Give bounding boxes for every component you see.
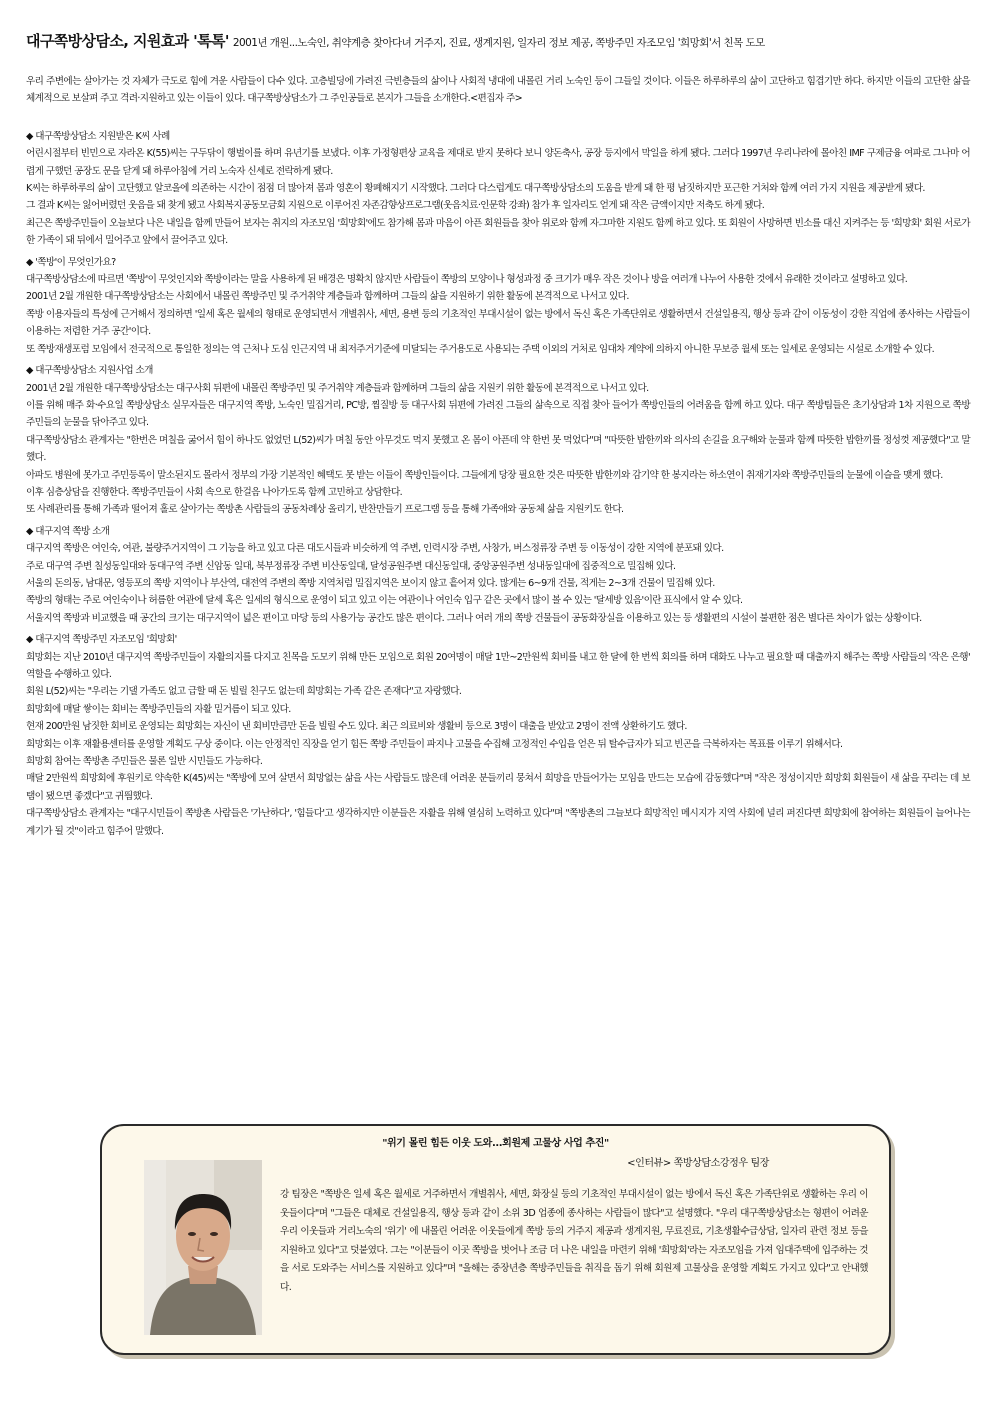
body-paragraph: 최근은 쪽방주민들이 오늘보다 나은 내일을 함께 만들어 보자는 취지의 자조모임 '희망회'에도 참가해 몸과 마음이 아픈 회원들을 찾아 위로와 함께 자그마한 지원도 함께 하고 있다. 또 회원이 사망하면 빈소를 대신 지켜주는 등 '희망회' 회원 서로가 한 가족이 돼 뒤에서 밀어주고 앞에서 끌어주고 있다. bbox=[26, 217, 970, 247]
body-paragraph: 매달 2만원씩 희망회에 후원키로 약속한 K(45)씨는 "쪽방에 모여 살면서 희망없는 삶을 사는 사람들도 많은데 어려운 분들끼리 뭉쳐서 희망을 만들어가는 모임을 만드는 모습에 감동했다"며 "작은 정성이지만 희망회 회원들이 새 삶을 꾸리는 데 보탬이 됐으면 좋겠다"고 귀띔했다. bbox=[26, 773, 970, 802]
body-paragraph: 희망회는 지난 2010년 대구지역 쪽방주민들이 자활의지를 다지고 친목을 도모키 위해 만든 모임으로 회원 20여명이 매달 1만~2만원씩 회비를 내고 한 달에 한 번씩 회의를 하며 대화도 나누고 필요할 때 대출까지 해주는 쪽방 사람들의 '작은 은행' 역할을 수행하고 있다. bbox=[26, 651, 970, 680]
body-paragraph: 회원 L(52)씨는 "우리는 기댈 가족도 없고 급할 때 돈 빌릴 친구도 없는데 희망회는 가족 같은 존재다"고 자랑했다. bbox=[26, 686, 462, 698]
body-paragraph: 이를 위해 매주 화·수요일 쪽방상담소 실무자들은 대구지역 쪽방, 노숙인 밀집거리, PC방, 찜질방 등 대구사회 뒤편에 가려진 그들의 삶속으로 직접 찾아 들어가 쪽방인들의 어려움을 함께 하고 있다. 대구 쪽방팀들은 초기상담과 1차 지원으로 쪽방주민들의 눈물을 닦아주고 있다. bbox=[26, 399, 970, 429]
body-paragraph: 2001년 2월 개원한 대구쪽방상담소는 사회에서 내몰린 쪽방주민 및 주거취약 계층들과 함께하며 그들의 삶을 지원하기 위한 활동에 본격적으로 나서고 있다. bbox=[26, 291, 629, 303]
body-paragraph: 어린시절부터 빈민으로 자라온 K(55)씨는 구두닦이 행벌이를 하며 유년기를 보냈다. 이후 가정형편상 교육을 제대로 받지 못하다 보니 양돈축사, 공장 등지에서 막일을 하게 됐다. 그러다 1997년 우리나라에 몰아친 IMF 구제금융 여파로 그나마 어렵게 구했던 공장도 문을 닫게 돼 하루아침에 거리 노숙자 신세로 전락하게 됐다. bbox=[26, 148, 970, 177]
body-paragraph: 주로 대구역 주변 칠성동일대와 동대구역 주변 신암동 일대, 북부정류장 주변 비산동일대, 달성공원주변 대신동일대, 중앙공원주변 성내동일대에 집중적으로 밀집해 있다. bbox=[26, 560, 676, 572]
section-heading: ◆ 대구지역 쪽방 소개 bbox=[26, 525, 110, 537]
headline-main: 대구쪽방상담소, 지원효과 '톡톡' bbox=[26, 32, 229, 50]
body-paragraph: 아파도 병원에 못가고 주민등록이 말소된지도 몰라서 정부의 가장 기본적인 혜택도 못 받는 이들이 쪽방인들이다. 그들에게 당장 필요한 것은 따뜻한 밥한끼와 감기약 한 봉지라는 하소연이 취재기자와 쪽방주민들의 눈물에 이슬을 맺게 했다. bbox=[26, 469, 943, 481]
body-paragraph: 그 결과 K씨는 잃어버렸던 웃음을 돼 찾게 됐고 사회복지공동모금회 지원으로 이루어진 자존감향상프로그램(웃음치료·인문학 강좌) 참가 후 일자리도 얻게 돼 작은 금액이지만 저축도 하게 됐다. bbox=[26, 200, 765, 212]
interview-title: "위기 몰린 힘든 이웃 도와...회원제 고물상 사업 추진" bbox=[382, 1138, 609, 1149]
section-k-case bbox=[26, 128, 970, 250]
body-paragraph: 대구쪽방상담소에 따르면 '쪽방'이 무엇인지와 쪽방이라는 말을 사용하게 된 배경은 명확치 않지만 사람들이 쪽방의 모양이나 형성과정 중 크기가 매우 작은 것이나 방을 여러개 나누어 사용한 것에서 유래한 것이라고 설명하고 있다. bbox=[26, 274, 908, 286]
section-support-programs bbox=[26, 362, 970, 519]
section-heading: ◆ '쪽방'이 무엇인가요? bbox=[26, 256, 116, 268]
body-paragraph: K씨는 하루하루의 삶이 고단했고 알코올에 의존하는 시간이 점점 더 많아져 몸과 영혼이 황폐해지기 시작했다. 그러다 다스럽게도 대구쪽방상담소의 도움을 받게 돼 한 평 남짓하지만 포근한 거처와 함께 여러 가지 지원을 제공받게 됐다. bbox=[26, 183, 925, 195]
body-paragraph: 서울의 돈의동, 남대문, 영등포의 쪽방 지역이나 부산역, 대전역 주변의 쪽방 지역처럼 밀집지역은 보이지 않고 흩어져 있다. 많게는 6~9개 건물, 적게는 2~3개 건물이 밀집해 있다. bbox=[26, 577, 715, 589]
body-paragraph: 희망회 참여는 쪽방촌 주민들은 물론 일반 시민들도 가능하다. bbox=[26, 756, 263, 768]
section-heading: ◆ 대구쪽방상담소 지원받은 K씨 사례 bbox=[26, 130, 170, 142]
body-paragraph: 이후 심층상담을 진행한다. 쪽방주민들이 사회 속으로 한걸음 나아가도록 함께 고민하고 상담한다. bbox=[26, 486, 403, 498]
body-paragraph: 현재 200만원 남짓한 회비로 운영되는 희망회는 자신이 낸 회비만큼만 돈을 빌릴 수도 있다. 최근 의료비와 생활비 등으로 3명이 대출을 받았고 2명이 전액 상환하기도 했다. bbox=[26, 721, 687, 733]
body-paragraph: 희망회는 이후 재활용센터를 운영할 계획도 구상 중이다. 이는 안정적인 직장을 얻기 힘든 쪽방 주민들이 파지나 고물을 수집해 고정적인 수입을 얻은 뒤 탈수급자가 되고 빈곤을 극복하자는 목표를 이루기 위해서다. bbox=[26, 738, 843, 750]
intro-paragraph: 우리 주변에는 살아가는 것 자체가 극도로 힘에 겨운 사람들이 다수 있다. 고층빌딩에 가려진 극빈층들의 삶이나 사회적 냉대에 내몰린 거리 노숙인 등이 그들일 것이다. 이들은 하루하루의 삶이 고단하고 힘겹기만 하다. 하지만 이들의 고단한 삶을 체계적으로 보살펴 주고 격려·지원하고 있는 이들이 있다. 대구쪽방상담소가 그 주인공들로 본지가 그들을 소개한다.<편집자 주> bbox=[26, 76, 970, 105]
section-daegu-jjokbang bbox=[26, 523, 970, 627]
interviewee-photo bbox=[144, 1160, 262, 1335]
body-paragraph: 쪽방의 형태는 주로 여인숙이나 허름한 여관에 달세 혹은 일세의 형식으로 운영이 되고 있고 이는 여관이나 여인숙 입구 같은 곳에서 많이 볼 수 있는 '달세방 있음'이란 표식에서 알 수 있다. bbox=[26, 595, 743, 607]
article-headline bbox=[26, 32, 976, 52]
body-paragraph: 대구지역 쪽방은 여인숙, 여관, 불량주거지역이 그 기능을 하고 있고 다른 대도시들과 비슷하게 역 주변, 인력시장 주변, 사창가, 버스정류장 주변 등 이동성이 강한 지역에 분포돼 있다. bbox=[26, 543, 724, 555]
interview-text: 강 팀장은 "쪽방은 일세 혹은 월세로 거주하면서 개별취사, 세면, 화장실 등의 기초적인 부대시설이 없는 방에서 독신 혹은 가족단위로 생활하는 우리 이웃들이다"며 "그들은 대체로 건설일용직, 행상 등과 같이 소위 3D 업종에 종사하는 사람들이 많다"고 설명했다. "우리 대구쪽방상담소는 형편이 어려운 우리 이웃들과 거리노숙의 '위기' 에 내몰린 어려운 이웃들에게 쪽방 등의 거주지 제공과 생계지원, 무료진료, 기초생활수급상담, 일자리 관련 정보 등을 지원하고 있다"고 덧붙였다. 그는 "이분들이 이곳 쪽방을 벗어나 조금 더 나은 내일을 마련키 위해 '희망회'라는 자조모임을 가져 임대주택에 입주하는 것을 서로 도와주는 서비스를 지원하고 있다"며 "올해는 중장년층 쪽방주민들을 취직을 돕기 위해 회원제 고물상을 운영할 계획도 가지고 있다"고 안내했다. bbox=[280, 1189, 868, 1293]
interview-box bbox=[100, 1124, 891, 1355]
body-paragraph: 또 쪽방재생포럼 모임에서 전국적으로 통일한 정의는 역 근처나 도심 인근지역 내 최저주거기준에 미달되는 주거용도로 사용되는 주택 이외의 거처로 임대차 계약에 의하지 아니한 무보증 월세 또는 일세로 운영되는 시설로 소개할 수 있다. bbox=[26, 343, 935, 355]
section-hope-group bbox=[26, 631, 970, 840]
body-paragraph: 대구쪽방상담소 관계자는 "대구시민들이 쪽방촌 사람들은 '가난하다', '힘들다'고 생각하지만 이분들은 자활을 위해 열심히 노력하고 있다"며 "쪽방촌의 그늘보다 희망적인 메시지가 지역 사회에 널리 퍼진다면 희망회에 참여하는 회원들이 늘어나는 계기가 될 것"이라고 힘주어 말했다. bbox=[26, 808, 970, 837]
section-what-is-jjokbang bbox=[26, 254, 970, 358]
body-paragraph: 희망회에 매달 쌓이는 회비는 쪽방주민들의 자활 밑거름이 되고 있다. bbox=[26, 703, 291, 715]
headline-sub: 2001년 개원...노숙인, 취약계층 찾아다녀 거주지, 진료, 생계지원, 일자리 정보 제공, 쪽방주민 자조모임 '희망회'서 친목 도모 bbox=[232, 37, 765, 49]
interview-byline: <인터뷰> 쪽방상담소강정우 팀장 bbox=[627, 1158, 769, 1169]
article-body bbox=[26, 73, 970, 840]
section-heading: ◆ 대구쪽방상담소 지원사업 소개 bbox=[26, 365, 153, 377]
section-heading: ◆ 대구지역 쪽방주민 자조모임 '희망회' bbox=[26, 634, 177, 646]
body-paragraph: 2001년 2월 개원한 대구쪽방상담소는 대구사회 뒤편에 내몰린 쪽방주민 및 주거취약 계층들과 함께하며 그들의 삶을 지원키 위한 활동에 본격적으로 나서고 있다. bbox=[26, 382, 649, 394]
body-paragraph: 대구쪽방상담소 관계자는 "한번은 며칠을 굶어서 힘이 하나도 없었던 L(52)씨가 며칠 동안 아무것도 먹지 못했고 온 몸이 아픈데 약 한번 못 먹었다"며 "따뜻한 밥한끼와 의사의 손길을 요구해와 눈물과 함께 따뜻한 밥한끼를 정성껏 제공했다"고 말했다. bbox=[26, 434, 970, 464]
person-photo-illustration bbox=[144, 1160, 262, 1335]
body-paragraph: 서울지역 쪽방과 비교했을 때 공간의 크기는 대구지역이 넓은 편이고 마당 등의 사용가능 공간도 많은 편이다. 그러나 여러 개의 쪽방 건물들이 공동화장실을 이용하고 있는 등 생활편의 시설이 불편한 점은 별다른 차이가 없는 상황이다. bbox=[26, 612, 922, 624]
body-paragraph: 쪽방 이용자들의 특성에 근거해서 정의하면 '일세 혹은 월세의 형태로 운영되면서 개별취사, 세면, 용변 등의 기초적인 부대시설이 없는 방에서 독신 혹은 가족단위로 생활하면서 건설일용직, 행상 등과 같이 이동성이 강한 직업에 종사하는 사람들이 이용하는 저렴한 거주 공간'이다. bbox=[26, 308, 970, 338]
body-paragraph: 또 사례관리를 통해 가족과 떨어져 홀로 살아가는 쪽방촌 사람들의 공동차례상 올리기, 반찬만들기 프로그램 등을 통해 가족애와 공동체 삶을 지원키도 한다. bbox=[26, 504, 624, 516]
